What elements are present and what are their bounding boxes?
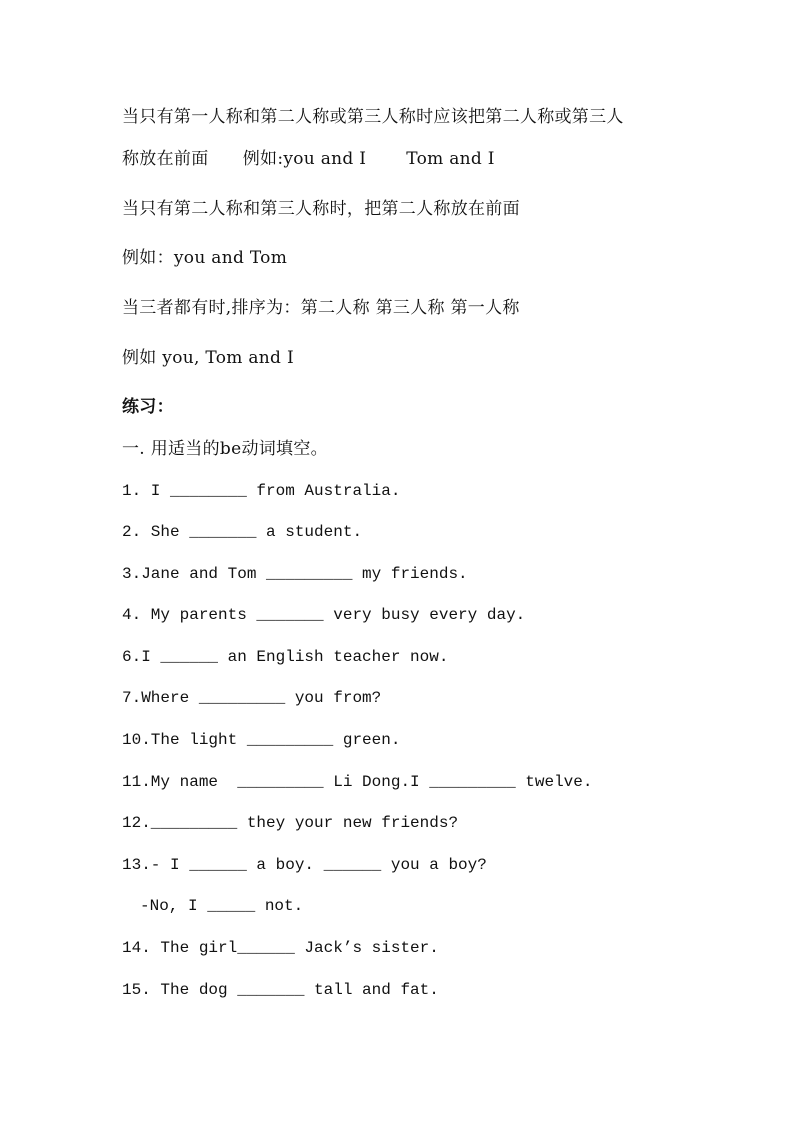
exercise-item: 15. The dog _______ tall and fat.: [122, 981, 439, 999]
exercise-heading: 练习：: [122, 397, 174, 417]
rule-first-person-line-2: 称放在前面 例如:you and I Tom and I: [122, 149, 495, 169]
exercise-item: 3.Jane and Tom _________ my friends.: [122, 565, 468, 583]
exercise-item: 4. My parents _______ very busy every day.: [122, 606, 526, 624]
exercise-item-answer: -No, I _____ not.: [140, 897, 304, 915]
exercise-item: 6.I ______ an English teacher now.: [122, 648, 449, 666]
exercise-item: 2. She _______ a student.: [122, 523, 363, 541]
exercise-item: 1. I ________ from Australia.: [122, 482, 401, 500]
rule-all-three-persons: 当三者都有时,排序为：第二人称 第三人称 第一人称: [122, 298, 520, 318]
exercise-item: 10.The light _________ green.: [122, 731, 401, 749]
exercise-item: 12._________ they your new friends?: [122, 814, 459, 832]
rule-second-third-example: 例如：you and Tom: [122, 248, 288, 268]
exercise-section-title: 一. 用适当的be动词填空。: [122, 439, 328, 459]
exercise-item: 11.My name _________ Li Dong.I _________ twelve.: [122, 773, 593, 791]
rule-all-three-example: 例如 you, Tom and I: [122, 348, 294, 368]
rule-first-person-line-1: 当只有第一人称和第二人称或第三人称时应该把第二人称或第三人: [122, 107, 624, 127]
exercise-item: 7.Where _________ you from?: [122, 689, 382, 707]
rule-second-third-person: 当只有第二人称和第三人称时，把第二人称放在前面: [122, 199, 520, 219]
exercise-item: 13.- I ______ a boy. ______ you a boy?: [122, 856, 487, 874]
exercise-item: 14. The girl______ Jack’s sister.: [122, 939, 439, 957]
